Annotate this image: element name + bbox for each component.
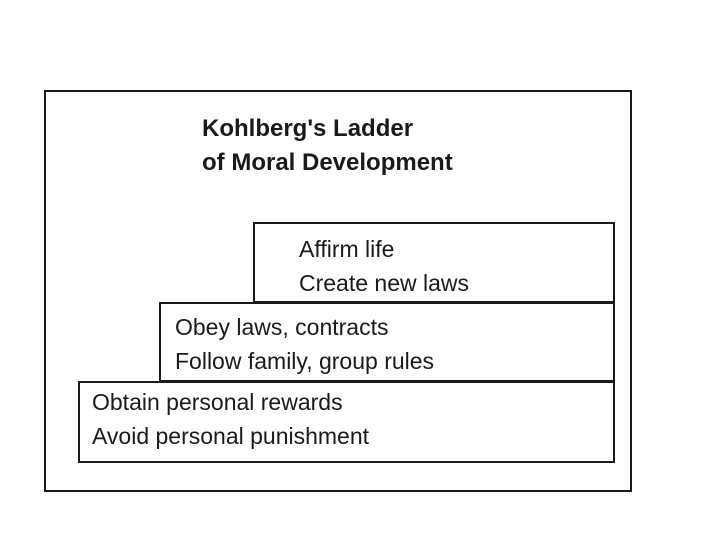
ladder-step-middle (159, 302, 615, 382)
step-bottom-line-1: Obtain personal rewards (92, 389, 343, 415)
ladder-step-top (253, 222, 615, 303)
step-top-line-2: Create new laws (299, 270, 470, 296)
step-middle-line-2: Follow family, group rules (175, 348, 435, 374)
step-bottom-line-2: Avoid personal punishment (92, 423, 370, 449)
title-line-2: of Moral Development (202, 149, 453, 176)
diagram-title (202, 112, 453, 180)
step-middle-line-1: Obey laws, contracts (175, 314, 389, 340)
ladder-step-bottom (78, 381, 615, 463)
title-line-1: Kohlberg's Ladder (202, 115, 414, 142)
step-top-line-1: Affirm life (299, 236, 395, 262)
